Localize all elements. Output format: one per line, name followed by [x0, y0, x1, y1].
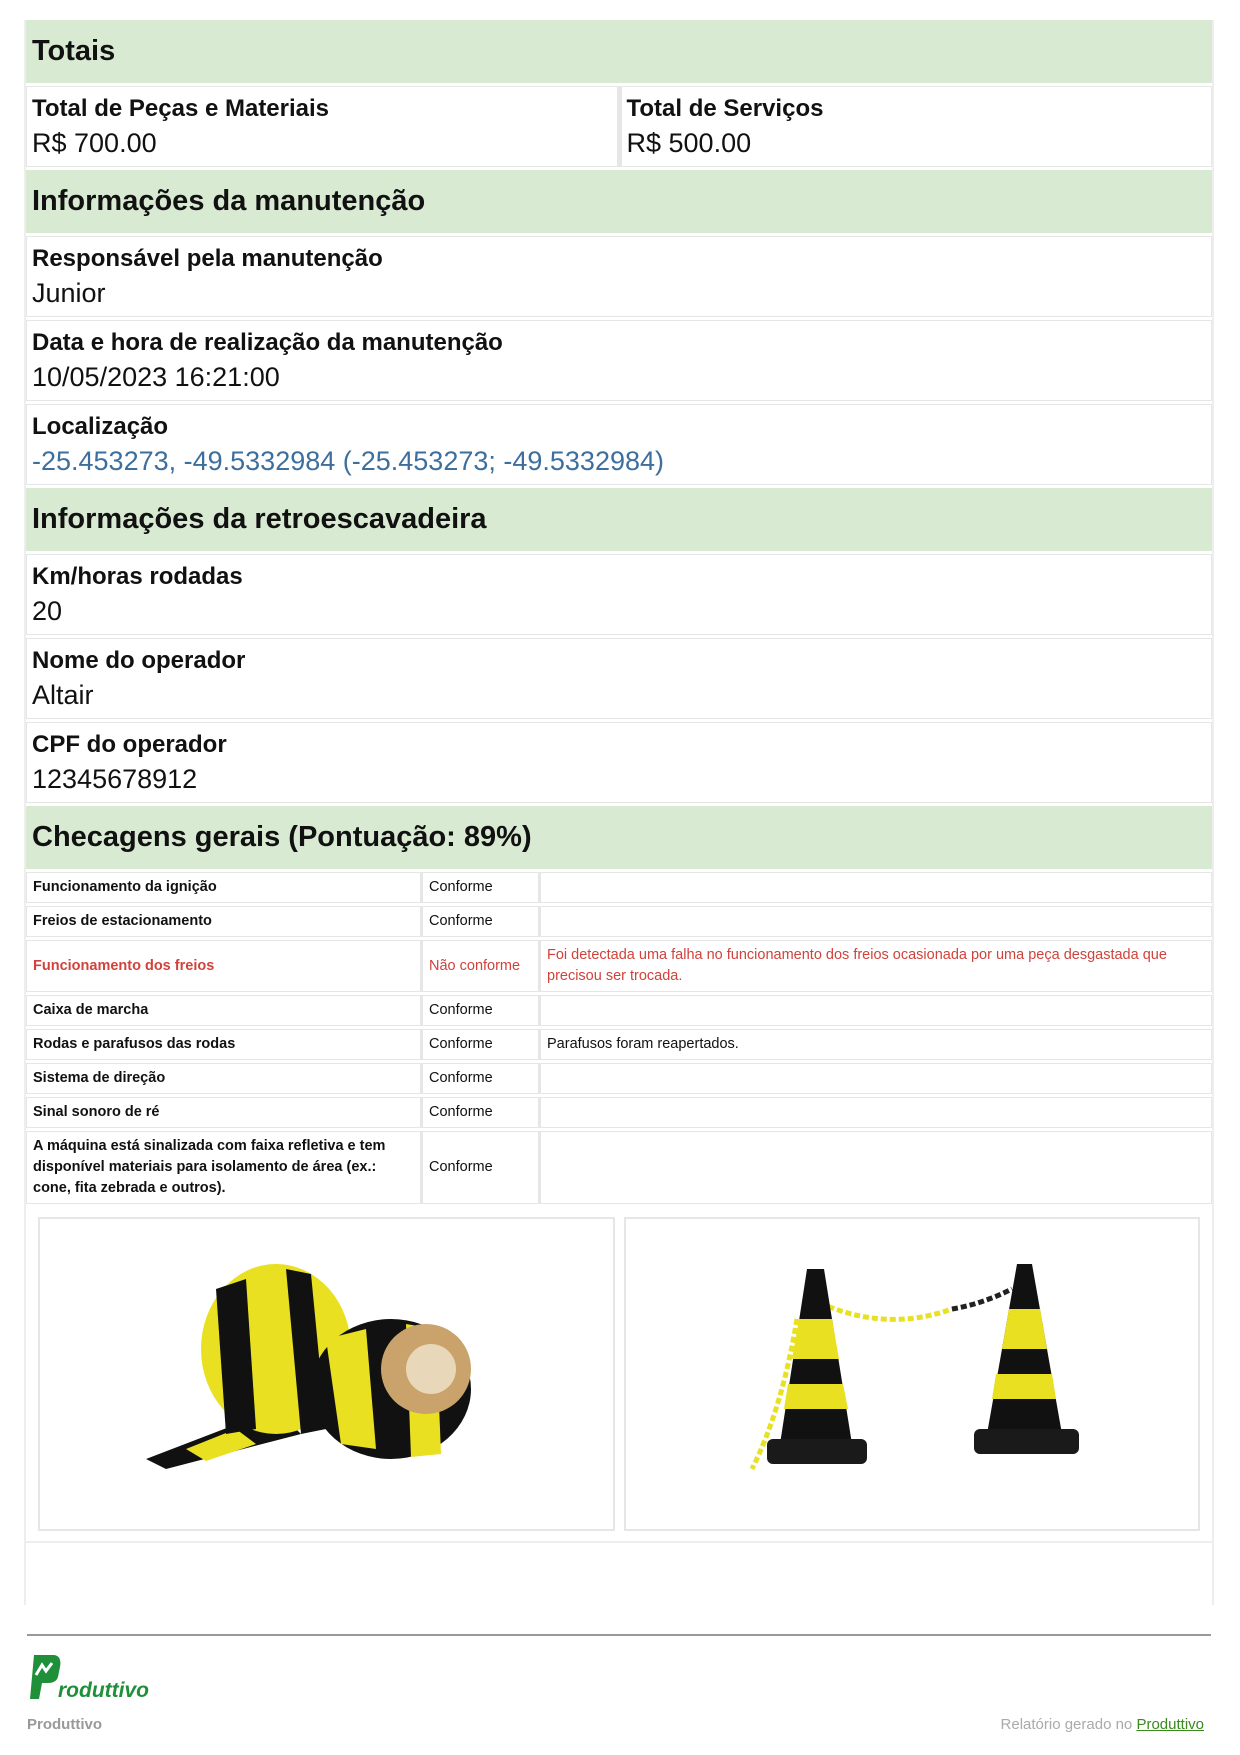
- check-item: Funcionamento dos freios: [26, 940, 422, 992]
- location-cell: [26, 404, 1212, 485]
- check-note: Foi detectada uma falha no funcionamento dos freios ocasionada por uma peça desgastada que precisou ser trocada.: [540, 940, 1212, 992]
- check-row: [26, 995, 1212, 1026]
- svg-text:roduttivo: roduttivo: [58, 1679, 149, 1701]
- check-note: [540, 906, 1212, 937]
- footer-company: Produttivo: [27, 1716, 102, 1733]
- section-header-maintenance: Informações da manutenção: [26, 170, 1212, 233]
- produttivo-logo: [28, 1653, 153, 1706]
- check-status: Conforme: [422, 906, 540, 937]
- field-value: 10/05/2023 16:21:00: [32, 362, 280, 392]
- check-item: Rodas e parafusos das rodas: [26, 1029, 422, 1060]
- field-label: Responsável pela manutenção: [32, 245, 383, 272]
- produttivo-link[interactable]: Produttivo: [1136, 1716, 1204, 1733]
- field-label: Data e hora de realização da manutenção: [32, 329, 503, 356]
- field-label: Km/horas rodadas: [32, 563, 243, 590]
- check-status: Conforme: [422, 1097, 540, 1128]
- check-item: Freios de estacionamento: [26, 906, 422, 937]
- total-parts-cell: [26, 86, 618, 167]
- photo-caution-tape[interactable]: [38, 1217, 615, 1531]
- check-status: Conforme: [422, 872, 540, 903]
- field-label: CPF do operador: [32, 731, 227, 758]
- check-row: [26, 1063, 1212, 1094]
- photo-traffic-cones[interactable]: [624, 1217, 1201, 1531]
- section-header-machine: Informações da retroescavadeira: [26, 488, 1212, 551]
- operator-cell: [26, 638, 1212, 719]
- check-status: Conforme: [422, 1063, 540, 1094]
- check-item: Sistema de direção: [26, 1063, 422, 1094]
- check-item: Caixa de marcha: [26, 995, 422, 1026]
- check-note: [540, 872, 1212, 903]
- checks-table: [26, 869, 1212, 1207]
- check-item: Funcionamento da ignição: [26, 872, 422, 903]
- check-row: [26, 1131, 1212, 1204]
- field-value: Altair: [32, 680, 94, 710]
- section-header-checks: Checagens gerais (Pontuação: 89%): [26, 806, 1212, 869]
- check-note: [540, 1097, 1212, 1128]
- field-label: Total de Serviços: [626, 95, 824, 122]
- check-item: Sinal sonoro de ré: [26, 1097, 422, 1128]
- section-header-totals: Totais: [26, 20, 1212, 83]
- location-link[interactable]: -25.453273, -49.5332984 (-25.453273; -49.5332984): [32, 446, 665, 476]
- check-row: [26, 1097, 1212, 1128]
- check-note: Parafusos foram reapertados.: [540, 1029, 1212, 1060]
- field-value: Junior: [32, 278, 106, 308]
- traffic-cones-image: [712, 1259, 1112, 1489]
- check-note: [540, 1131, 1212, 1204]
- field-value: R$ 700.00: [32, 128, 157, 158]
- check-item: A máquina está sinalizada com faixa refletiva e tem disponível materiais para isolamento de área (ex.: cone, fita zebrada e outros).: [26, 1131, 422, 1204]
- field-value: R$ 500.00: [626, 128, 752, 158]
- report-body: [24, 20, 1214, 1605]
- datetime-cell: [26, 320, 1212, 401]
- responsible-cell: [26, 236, 1212, 317]
- check-note: [540, 995, 1212, 1026]
- field-label: Localização: [32, 413, 169, 440]
- check-row: [26, 1029, 1212, 1060]
- generated-prefix: Relatório gerado no: [1000, 1716, 1133, 1733]
- field-label: Total de Peças e Materiais: [32, 95, 330, 122]
- field-value: 12345678912: [32, 764, 198, 794]
- check-status: Conforme: [422, 995, 540, 1026]
- field-value: 20: [32, 596, 63, 626]
- check-row: [26, 872, 1212, 903]
- footer-generated: [1001, 1716, 1204, 1733]
- check-status: Conforme: [422, 1131, 540, 1204]
- field-label: Nome do operador: [32, 647, 246, 674]
- check-status: Conforme: [422, 1029, 540, 1060]
- check-row: [26, 940, 1212, 992]
- caution-tape-image: [126, 1259, 526, 1489]
- check-note: [540, 1063, 1212, 1094]
- check-status: Não conforme: [422, 940, 540, 992]
- km-cell: [26, 554, 1212, 635]
- total-services-cell: [621, 86, 1213, 167]
- footer-divider: [27, 1634, 1211, 1636]
- check-row: [26, 906, 1212, 937]
- cpf-cell: [26, 722, 1212, 803]
